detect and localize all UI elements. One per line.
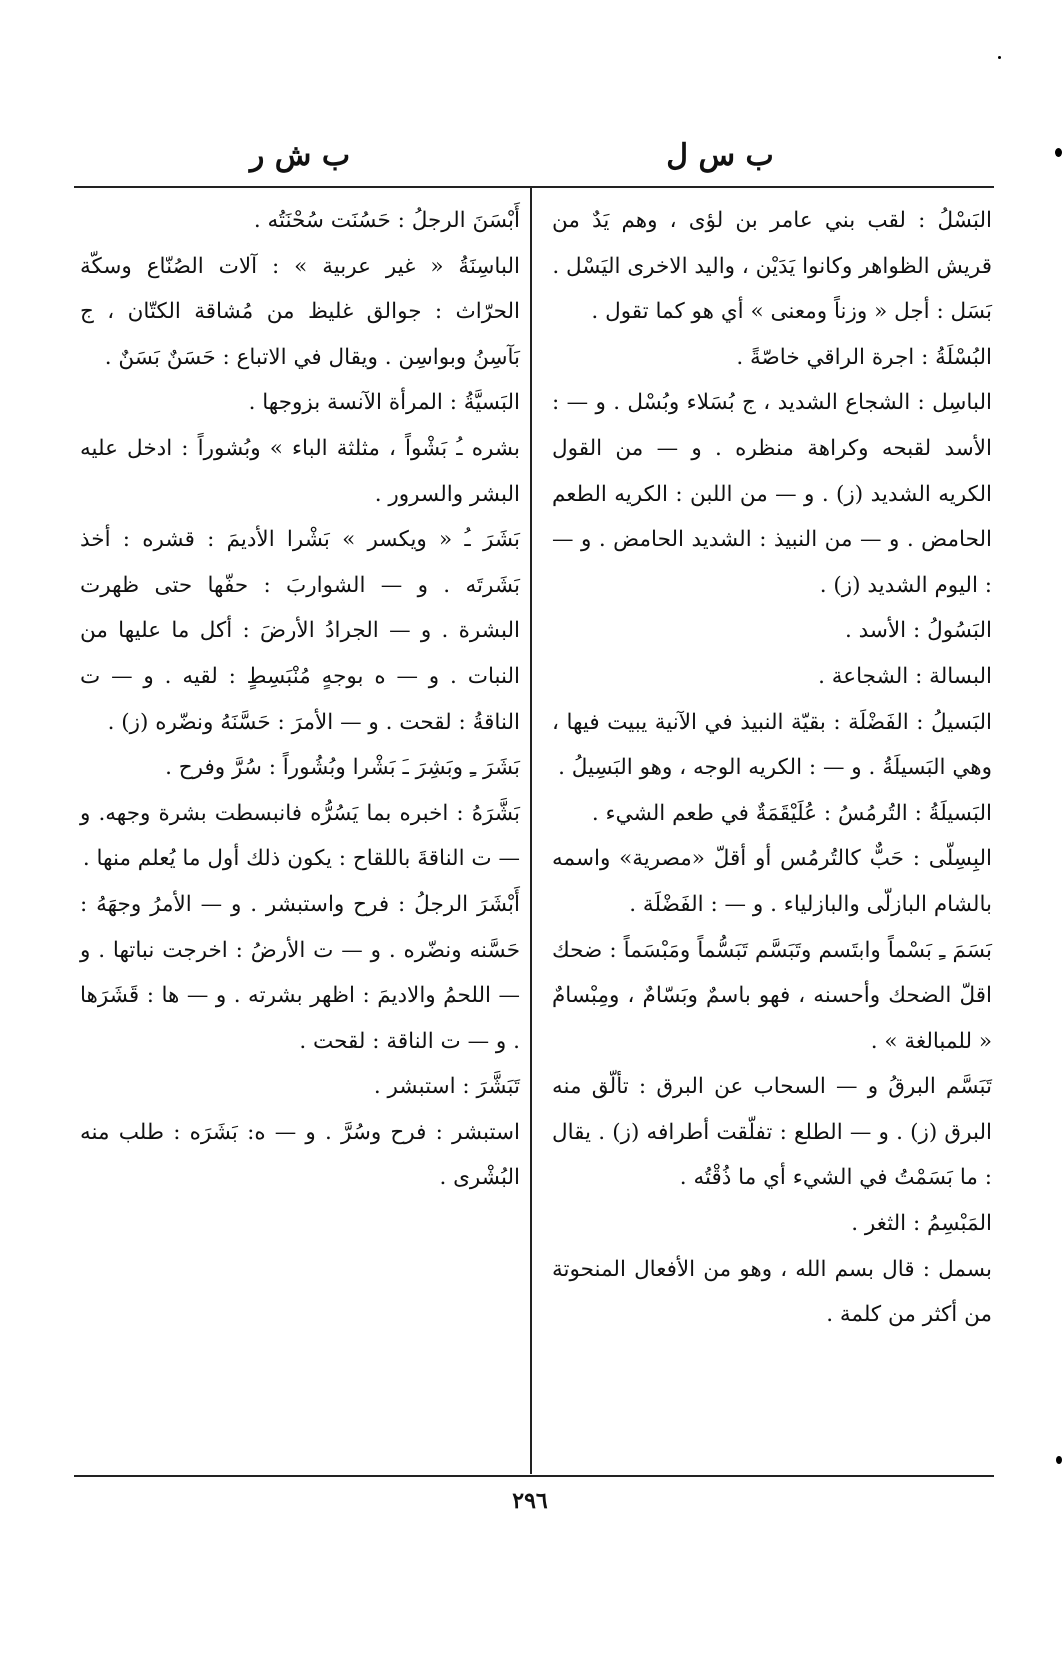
entry: البَسيلُ : الفَضْلَة : بقيّة النبيذ في الآنية يبيت فيها ، وهي البَسيلَةُ . و — : الكريه الوجه ، وهو البَسِيلُ . — [552, 709, 992, 781]
bottom-rule — [74, 1475, 994, 1477]
entry: بشره ـُ بَشْواً ، مثلثة الباء » وبُشوراً : ادخل عليه البشر والسرور . — [80, 435, 520, 507]
entry: أَبْسَنَ الرجلُ : حَسُنَت سُحْنَتُه . — [253, 208, 520, 233]
left-column — [80, 198, 520, 1201]
scan-speck — [998, 56, 1001, 59]
entry: البَسيلَةُ : التُرمُسُ : عُلَيْقَمَةٌ في طعم الشيء . — [591, 800, 992, 826]
entry: البَسيَّةُ : المرأة الآنسة بزوجها . — [248, 390, 520, 416]
entry: البَسْلُ : لقب بني عامر بن لؤى ، وهم يَدٌ من قريش الظواهر وكانوا يَدَيْن ، واليد الاخرى اليَسْل . — [552, 208, 992, 279]
entry: بَشَرَ ـُ « ويكسر » بَشْرا الأديمَ : قشره : أخذ بَشَرتَه . و — الشواربَ : حفّها حتى ظهرت البشرة . و — الجرادُ الأرضَ : أكل ما عليها من النبات . و — ه بوجهٍ مُنْبَسِطٍ : لقيه . و — ت الناقةُ : لقحت . و — الأمرَ : حَسَّنَهُ ونضّره (ز) . — [80, 527, 520, 735]
entry: تَبَسَّم البرقُ و — السحاب عن البرق : تألّق منه البرق (ز) . و — الطلع : تفلّقت أطرافه (ز) . يقال : ما بَسَمْتُ في الشيء أي ما ذُقْتُه . — [552, 1074, 992, 1191]
entry: تَبَشَّرَ : استبشر . — [373, 1074, 520, 1100]
scan-speck — [1056, 1456, 1062, 1464]
entry: البَسُولُ : الأسد . — [844, 618, 992, 644]
entry: أَبْشَرَ الرجلُ : فرح واستبشر . و — الأمرُ وجهَهُ : حَسَّنه ونضّره . و — ت الأرضُ : اخرجت نباتها . و — اللحمُ والاديمَ : اظهر بشرته . و — ها : قَشَرَها . و — ت الناقة : لقحت . — [80, 891, 520, 1054]
column-divider — [530, 186, 532, 1474]
entry: بَشَّرَهُ : اخبره بما يَسُرُّه فانبسطت بشرة وجهه. و — ت الناقةَ باللقاح : يكون ذلك أول ما يُعلم منها . — [80, 800, 520, 872]
scan-speck — [1055, 148, 1062, 157]
header-root-right: ب س ل — [666, 138, 774, 173]
entry: البُسْلَةُ : اجرة الراقي خاصّةً . — [736, 344, 992, 370]
entry: استبشر : فرح وسُرَّ . و — ه: بَشَرَه : طلب منه البُشْرى . — [80, 1119, 520, 1191]
top-rule — [74, 186, 994, 188]
page-number: ٢٩٦ — [512, 1488, 548, 1514]
entry: بَشَرَ ـِ وبَشِرَ ـَ بَشْرا وبُشُوراً : سُرَّ وفرح . — [165, 755, 520, 781]
entry: بَسَل : أجل « وزناً ومعنى » أي هو كما تقول . — [591, 299, 992, 325]
right-column — [552, 198, 992, 1338]
entry: بَسَمَ ـِ بَسْماً وابتَسم وتَبَسَّم تَبَسُّماً ومَبْسَماً : ضحك اقلّ الضحك وأحسنه ، فهو باسمٌ وبَسّامٌ ، ومِبْسامٌ « للمبالغة » . — [552, 937, 992, 1054]
entry: الباسِل : الشجاع الشديد ، ج بُسَلاء وبُسْل . و — : الأسد لقبحه وكراهة منظره . و — من القول الكريه الشديد (ز) . و — من اللبن : الكريه الطعم الحامض . و — من النبيذ : الشديد الحامض . و — : اليوم الشديد (ز) . — [552, 390, 992, 598]
entry: البسالة : الشجاعة . — [818, 663, 992, 689]
entry: البِسِلّى : حَبٌّ كالتُرمُس أو أقلّ «مصرية» واسمه بالشام البازلّى والبازلياء . و — : الفَضْلَة . — [552, 846, 992, 917]
entry: الباسِنَةُ « غير عربية » : آلات الصُنّاع وسكّة الحرّاث : جوالق غليظ من مُشاقة الكتّان ، ج بَآسِنُ وبواسِن . ويقال في الاتباع : حَسَنٌ بَسَنٌ . — [80, 253, 520, 370]
entry: المَبْسِمُ : الثغر . — [851, 1211, 992, 1237]
entry: بسمل : قال بسم الله ، وهو من الأفعال المنحوتة من أكثر من كلمة . — [552, 1256, 992, 1328]
header-root-left: ب ش ر — [249, 138, 351, 173]
